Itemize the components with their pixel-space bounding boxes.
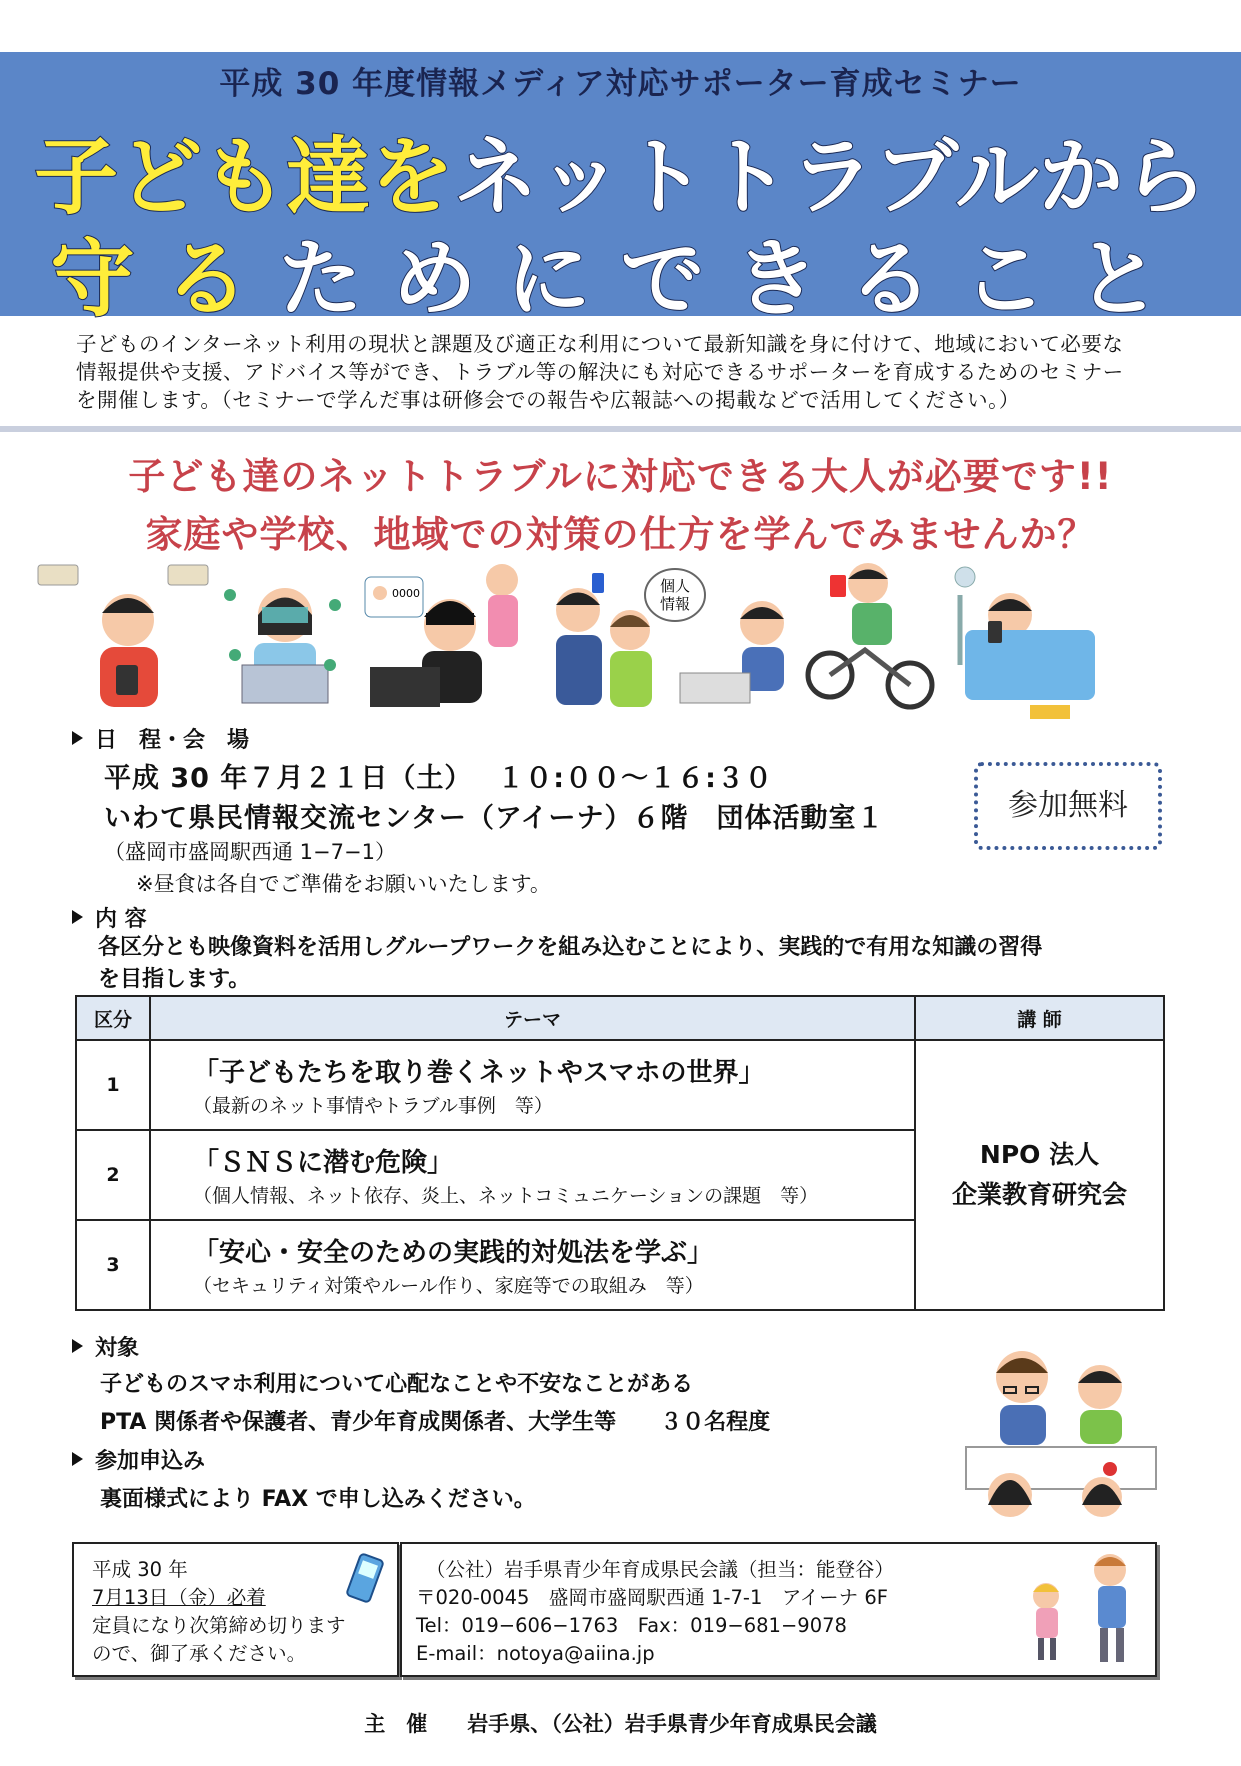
content-description (98, 932, 1042, 996)
contact-organization: （公社）岩手県青少年育成県民会議（担当：能登谷） (426, 1558, 895, 1581)
row-theme (150, 1130, 915, 1220)
contact-address: 〒020-0045 盛岡市盛岡駅西通 1-7-1 アイーナ 6F (416, 1586, 888, 1609)
title-line2-yellow: 守る (50, 230, 279, 328)
free-participation-badge: 参加無料 (974, 762, 1162, 850)
application-heading (72, 1444, 205, 1475)
row-number: 3 (76, 1220, 150, 1310)
theme-title: 「ＳＮＳに潜む危険」 (193, 1148, 454, 1178)
program-table (75, 995, 1165, 1311)
row-number: 1 (76, 1040, 150, 1130)
shocked-parents-illustration (556, 573, 652, 707)
profile-card-text: 0000 (392, 587, 420, 600)
theme-title: 「安心・安全のための実践的対処法を学ぶ」 (193, 1238, 714, 1268)
family-illustration (1002, 1548, 1152, 1672)
target-line: PTA 関係者や保護者、青少年育成関係者、大学生等 ３０名程度 (100, 1410, 771, 1435)
hacker-laptop-illustration (365, 564, 518, 707)
illustration-row (30, 555, 1210, 725)
lecturer-line1: NPO 法人 (979, 1140, 1100, 1169)
title-line1-white: ネットトラブルから (454, 128, 1207, 226)
schedule-date: 平成 30 年７月２１日（土） １０:００～１６:３０ (104, 763, 773, 794)
schedule-address: （盛岡市盛岡駅西通 1−7−1） (104, 840, 396, 864)
application-text: 裏面様式により FAX で申し込みください。 (100, 1487, 536, 1512)
triangle-bullet-icon (72, 1452, 83, 1466)
application-heading-text: 参加申込み (95, 1449, 206, 1474)
lecturer-line2: 企業教育研究会 (951, 1180, 1127, 1209)
deadline-box (72, 1542, 399, 1677)
bath-phone-illustration (955, 567, 1095, 719)
contact-email: E-mail：notoya@aiina.jp (416, 1642, 655, 1665)
contact-tel-fax: Tel：019−606−1763 Fax：019−681−9078 (416, 1614, 847, 1637)
lecturer-cell (915, 1040, 1164, 1310)
deadline-date: 7月13日（金）必着 (92, 1586, 266, 1609)
theme-detail: （個人情報、ネット依存、炎上、ネットコミュニケーションの課題 等） (193, 1185, 819, 1207)
schedule-heading (72, 723, 249, 754)
organizer-label: 主 催 (364, 1712, 428, 1736)
table-row (76, 1040, 1164, 1130)
target-text (100, 1366, 770, 1442)
schedule-venue: いわて県民情報交流センター（アイーナ）６階 団体活動室１ (104, 803, 885, 834)
title-line2-white: ためにできること (278, 230, 1191, 328)
deadline-note: 定員になり次第締め切ります (92, 1614, 346, 1637)
target-line: 子どものスマホ利用について心配なことや不安なことがある (100, 1372, 694, 1397)
header-lecturer: 講 師 (915, 996, 1164, 1040)
triangle-bullet-icon (72, 1339, 83, 1353)
intro-line: を開催します。（セミナーで学んだ事は研修会での報告や広報誌への掲載などで活用してください。） (76, 388, 1020, 412)
group-discussion-illustration (960, 1335, 1160, 1525)
schedule-heading-text: 日 程・会 場 (95, 728, 250, 753)
content-heading (72, 902, 147, 933)
schedule-note: ※昼食は各自でご準備をお願いいたします。 (136, 872, 551, 896)
theme-detail: （セキュリティ対策やルール作り、家庭等での取組み 等） (193, 1275, 704, 1297)
row-theme (150, 1220, 915, 1310)
row-number: 2 (76, 1130, 150, 1220)
target-heading-text: 対象 (95, 1336, 140, 1361)
intro-line: 情報提供や支援、アドバイス等ができ、トラブル等の解決にも対応できるサポーターを育成するためのセミナー (76, 360, 1124, 384)
intro-line: 子どものインターネット利用の現状と課題及び適正な利用について最新知識を身に付けて、地域において必要な (76, 332, 1124, 356)
header-theme: テーマ (150, 996, 915, 1040)
organizer-names: 岩手県、（公社）岩手県青少年育成県民会議 (467, 1712, 877, 1736)
bubble-text-2: 情報 (659, 595, 691, 613)
bicycle-phone-illustration (808, 563, 932, 707)
catchphrase-line2: 家庭や学校、地域での対策の仕方を学んでみませんか？ (145, 513, 1096, 556)
content-desc-line: を目指します。 (98, 967, 251, 992)
title-line1-yellow: 子ども達を (34, 128, 455, 226)
contact-box (400, 1542, 1157, 1677)
table-header-row (76, 996, 1164, 1040)
target-heading (72, 1331, 139, 1362)
personal-info-bubble-illustration (645, 569, 784, 703)
girl-laptop-virus-illustration (224, 588, 341, 703)
triangle-bullet-icon (72, 731, 83, 745)
organizer-footer (0, 1708, 1241, 1738)
child-phone-money-illustration (38, 565, 208, 707)
intro-text (76, 330, 1176, 414)
divider (0, 426, 1241, 432)
content-desc-line: 各区分とも映像資料を活用しグループワークを組み込むことにより、実践的で有用な知識の習得 (98, 935, 1043, 960)
bubble-text-1: 個人 (659, 577, 691, 595)
theme-detail: （最新のネット事情やトラブル事例 等） (193, 1095, 553, 1117)
content-heading-text: 内 容 (95, 907, 147, 932)
header-category: 区分 (76, 996, 150, 1040)
mobile-phone-icon (339, 1552, 389, 1612)
deadline-note: ので、御了承ください。 (92, 1642, 307, 1665)
row-theme (150, 1040, 915, 1130)
main-title-line2 (0, 212, 1241, 333)
deadline-text (92, 1556, 346, 1668)
deadline-year: 平成 30 年 (92, 1558, 188, 1581)
theme-title: 「子どもたちを取り巻くネットやスマホの世界」 (193, 1058, 765, 1088)
catchphrase-line1: 子ども達のネットトラブルに対応できる大人が必要です!! (128, 455, 1113, 498)
triangle-bullet-icon (72, 910, 83, 924)
seminar-subtitle: 平成 30 年度情報メディア対応サポーター育成セミナー (219, 66, 1022, 102)
contact-text (416, 1556, 894, 1668)
